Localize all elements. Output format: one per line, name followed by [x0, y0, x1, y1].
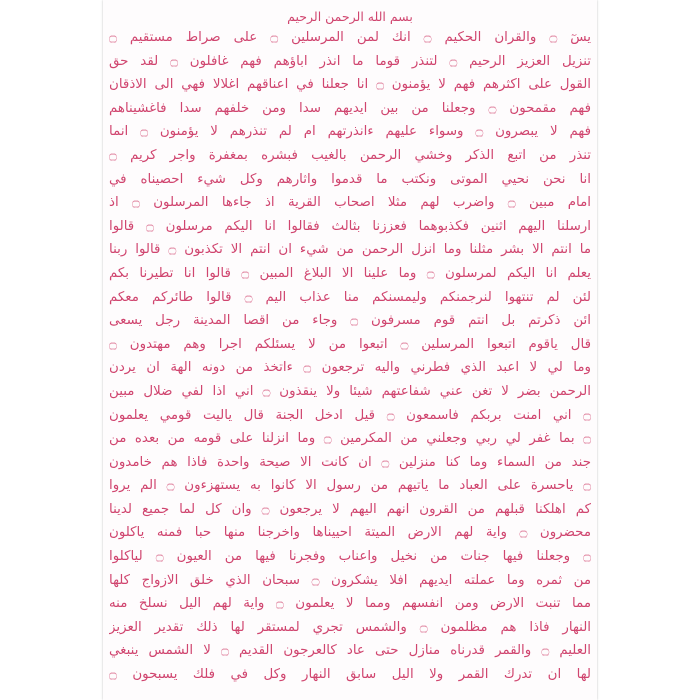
- basmala-heading: بسم الله الرحمن الرحيم: [287, 9, 413, 24]
- text-line: ۝ ياحسرة على العباد ما ياتيهم من رسول الا كانوا به يستهزءون ۝ الم يروا: [109, 478, 591, 494]
- text-line: قال ياقوم اتبعوا المرسلين ۝ اتبعوا من لا يسئلكم اجرا وهم مهتدون ۝: [109, 336, 591, 352]
- text-line: وما لي لا اعبد الذي فطرني واليه ترجعون ۝ ءاتخذ من دونه الهة ان يردن: [109, 360, 591, 376]
- text-line: لها ان تدرك القمر ولا اليل سابق النهار وكل في فلك يسبحون ۝: [109, 667, 591, 683]
- text-line: من ثمره وما عملته ايديهم افلا يشكرون ۝ سبحان الذي خلق الازواج كلها: [109, 572, 591, 588]
- text-line: لئن لم تنتهوا لنرجمنكم وليمسنكم منا عذاب اليم ۝ قالوا طائركم معكم: [109, 289, 591, 305]
- text-line: يعلم انا اليكم لمرسلون ۝ وما علينا الا البلاغ المبين ۝ قالوا انا تطيرنا بكم: [109, 265, 591, 281]
- text-line: مما تنبت الارض ومن انفسهم ومما لا يعلمون ۝ واية لهم اليل نسلخ منه: [109, 596, 591, 612]
- text-line: العليم ۝ والقمر قدرناه منازل حتى عاد كالعرجون القديم ۝ لا الشمس ينبغي: [109, 643, 591, 659]
- text-line: ۝ اني امنت بربكم فاسمعون ۝ قيل ادخل الجنة قال ياليت قومي يعلمون: [109, 407, 591, 423]
- text-line: جند من السماء وما كنا منزلين ۝ ان كانت الا صيحة واحدة فاذا هم خامدون: [109, 454, 591, 470]
- text-line: ما انتم الا بشر مثلنا وما انزل الرحمن من شيء ان انتم الا تكذبون ۝ قالوا ربنا: [109, 242, 591, 258]
- handwritten-text-block: [109, 8, 591, 696]
- text-line: تنزيل العزيز الرحيم ۝ لتنذر قوما ما انذر اباؤهم فهم غافلون ۝ لقد حق: [109, 53, 591, 69]
- text-line: ۝ وجعلنا فيها جنات من نخيل واعناب وفجرنا فيها من العيون ۝ لياكلوا: [109, 549, 591, 565]
- text-line: فهم لا يبصرون ۝ وسواء عليهم ءانذرتهم ام لم تنذرهم لا يؤمنون ۝ انما: [109, 124, 591, 140]
- text-line: النهار فاذا هم مظلمون ۝ والشمس تجري لمستقر لها ذلك تقدير العزيز: [109, 619, 591, 635]
- text-line: امام مبين ۝ واضرب لهم مثلا اصحاب القرية اذ جاءها المرسلون ۝ اذ: [109, 195, 591, 211]
- handwritten-page: [103, 0, 597, 700]
- text-line: ۝ بما غفر لي ربي وجعلني من المكرمين ۝ وما انزلنا على قومه من بعده من: [109, 431, 591, 447]
- text-line: انا نحن نحيي الموتى ونكتب ما قدموا واثارهم وكل شيء احصيناه في: [109, 171, 591, 187]
- text-line: تنذر من اتبع الذكر وخشي الرحمن بالغيب فبشره بمغفرة واجر كريم ۝: [109, 147, 591, 163]
- text-line: الرحمن بضر لا تغن عني شفاعتهم شيئا ولا ينقذون ۝ اني اذا لفي ضلال مبين: [109, 383, 591, 399]
- text-line: محضرون ۝ واية لهم الارض الميتة احييناها واخرجنا منها حبا فمنه ياكلون: [109, 525, 591, 541]
- text-line: يسٓ ۝ والقران الحكيم ۝ انك لمن المرسلين ۝ على صراط مستقيم ۝: [109, 30, 591, 45]
- text-line: ائن ذكرتم بل انتم قوم مسرفون ۝ وجاء من اقصا المدينة رجل يسعى: [109, 313, 591, 329]
- text-line: القول على اكثرهم فهم لا يؤمنون ۝ انا جعلنا في اعناقهم اغلالا فهي الى الاذقان: [109, 77, 591, 93]
- text-line: ارسلنا اليهم اثنين فكذبوهما فعززنا بثالث فقالوا انا اليكم مرسلون ۝ قالوا: [109, 218, 591, 234]
- text-line: كم اهلكنا قبلهم من القرون انهم اليهم لا يرجعون ۝ وان كل لما جميع لدينا: [109, 501, 591, 517]
- text-line: فهم مقمحون ۝ وجعلنا من بين ايديهم سدا ومن خلفهم سدا فاغشيناهم: [109, 100, 591, 116]
